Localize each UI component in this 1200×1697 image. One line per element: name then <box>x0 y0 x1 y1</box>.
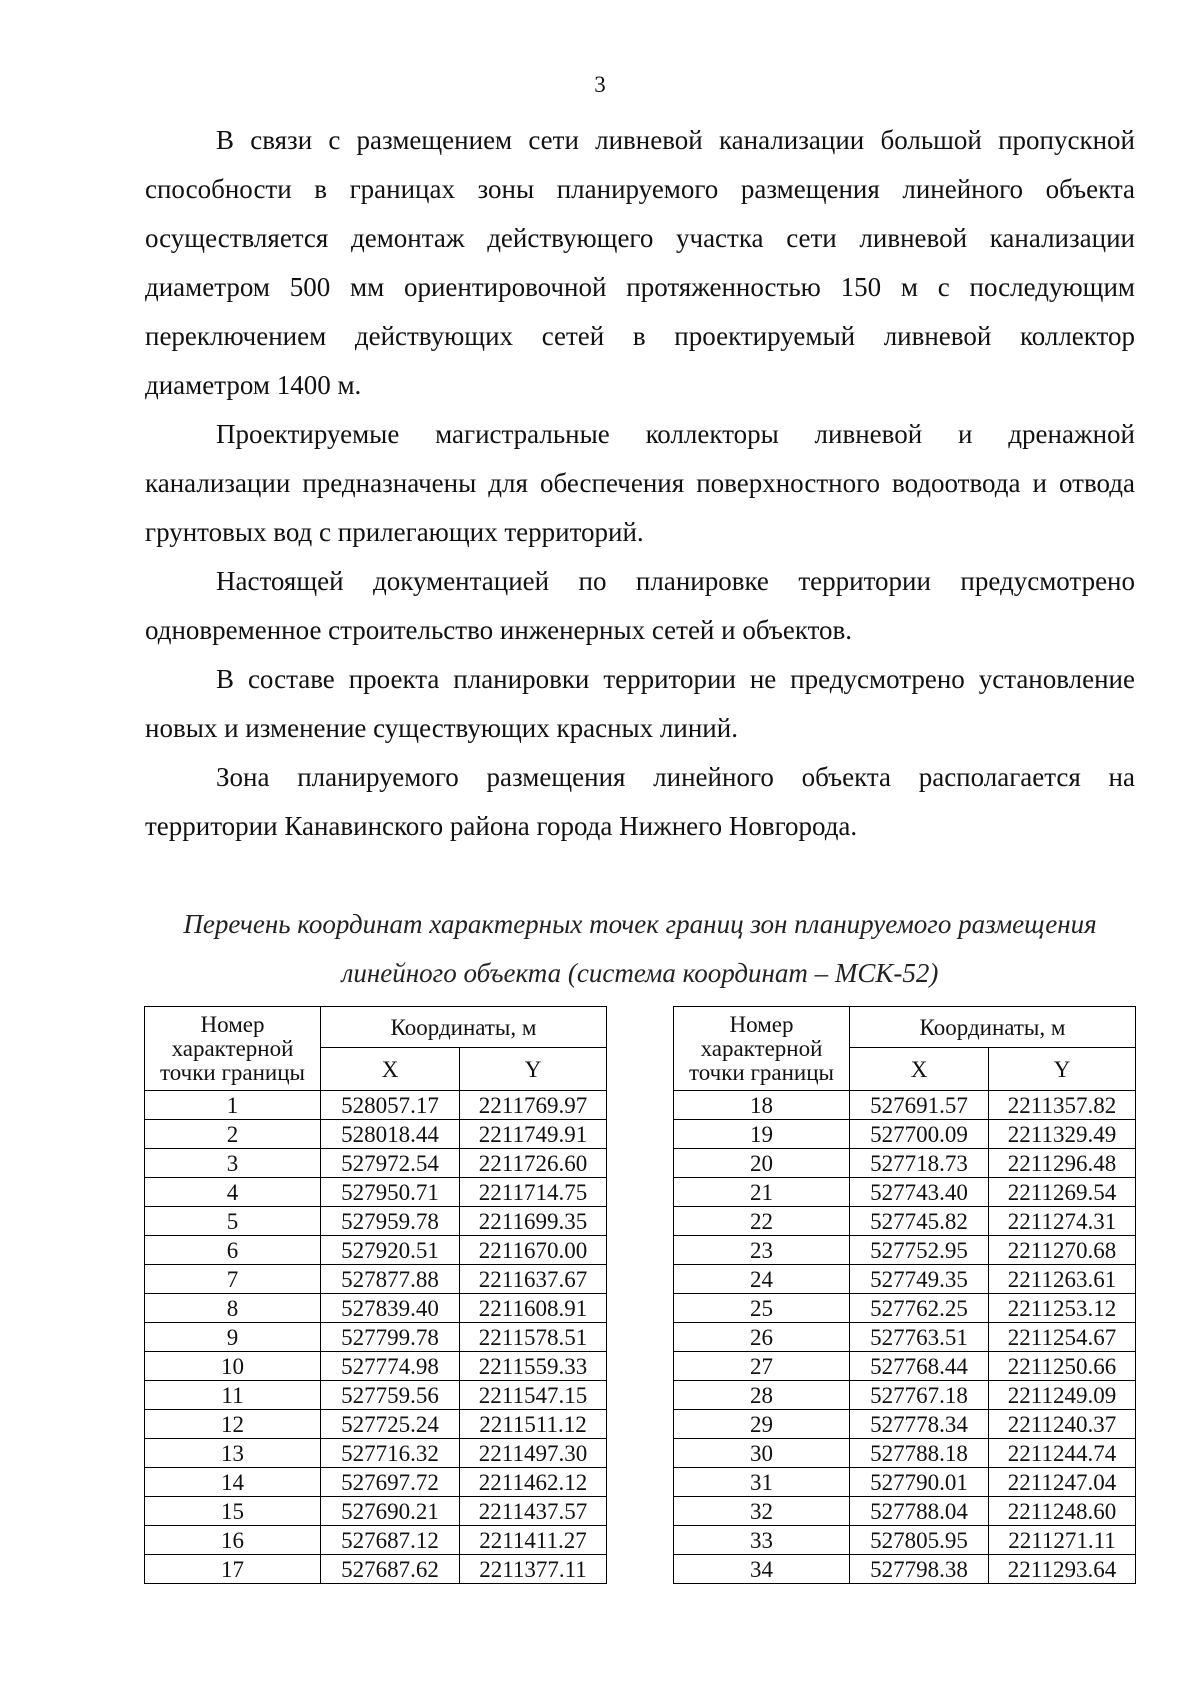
y-coordinate-cell: 2211253.12 <box>989 1294 1136 1323</box>
x-coordinate-cell: 527768.44 <box>850 1352 989 1381</box>
y-coordinate-cell: 2211699.35 <box>460 1207 607 1236</box>
table-row <box>145 1236 607 1265</box>
y-coordinate-cell: 2211547.15 <box>460 1381 607 1410</box>
body-text <box>145 116 1135 851</box>
y-coordinate-cell: 2211769.97 <box>460 1091 607 1120</box>
x-coordinate-cell: 528018.44 <box>321 1120 460 1149</box>
x-coordinate-cell: 527752.95 <box>850 1236 989 1265</box>
x-coordinate-cell: 527805.95 <box>850 1526 989 1555</box>
x-coordinate-cell: 527749.35 <box>850 1265 989 1294</box>
point-number-cell: 32 <box>674 1497 850 1526</box>
y-coordinate-cell: 2211271.11 <box>989 1526 1136 1555</box>
point-number-cell: 20 <box>674 1149 850 1178</box>
table-row <box>674 1555 1136 1584</box>
table-row <box>145 1294 607 1323</box>
x-coordinate-cell: 527950.71 <box>321 1178 460 1207</box>
point-number-cell: 15 <box>145 1497 321 1526</box>
point-number-cell: 8 <box>145 1294 321 1323</box>
y-coordinate-cell: 2211714.75 <box>460 1178 607 1207</box>
y-coordinate-cell: 2211244.74 <box>989 1439 1136 1468</box>
x-coordinate-cell: 527691.57 <box>850 1091 989 1120</box>
table-row <box>674 1468 1136 1497</box>
y-coordinate-cell: 2211411.27 <box>460 1526 607 1555</box>
x-coordinate-cell: 527790.01 <box>850 1468 989 1497</box>
paragraph: В связи с размещением сети ливневой канализации большой пропускной способности в границах зоны планируемого размещения линейного объекта осуществляется демонтаж действующего участка сети ливневой канализации диаметром 500 мм ориентировочной протяженностью 150 м с последующим переключением действующих сетей в проектируемый ливневой коллектор диаметром 1400 м. <box>145 125 1135 400</box>
point-number-cell: 5 <box>145 1207 321 1236</box>
point-number-cell: 33 <box>674 1526 850 1555</box>
table-row <box>674 1381 1136 1410</box>
point-number-cell: 25 <box>674 1294 850 1323</box>
point-number-cell: 2 <box>145 1120 321 1149</box>
x-coordinate-cell: 527877.88 <box>321 1265 460 1294</box>
table-row <box>674 1207 1136 1236</box>
table-row <box>674 1265 1136 1294</box>
point-number-cell: 6 <box>145 1236 321 1265</box>
paragraph: Настоящей документацией по планировке территории предусмотрено одновременное строительство инженерных сетей и объектов. <box>145 566 1135 645</box>
x-coordinate-cell: 527718.73 <box>850 1149 989 1178</box>
table-row <box>674 1120 1136 1149</box>
coordinates-header: Координаты, м <box>850 1007 1136 1048</box>
y-header: Y <box>989 1048 1136 1091</box>
caption-line: Перечень координат характерных точек границ зон планируемого размещения <box>183 909 1097 939</box>
x-coordinate-cell: 527745.82 <box>850 1207 989 1236</box>
page-number: 3 <box>594 72 606 97</box>
y-coordinate-cell: 2211248.60 <box>989 1497 1136 1526</box>
y-coordinate-cell: 2211263.61 <box>989 1265 1136 1294</box>
table-row <box>145 1207 607 1236</box>
y-coordinate-cell: 2211670.00 <box>460 1236 607 1265</box>
point-number-cell: 34 <box>674 1555 850 1584</box>
y-coordinate-cell: 2211559.33 <box>460 1352 607 1381</box>
table-row <box>674 1526 1136 1555</box>
table-row <box>145 1091 607 1120</box>
y-coordinate-cell: 2211270.68 <box>989 1236 1136 1265</box>
point-number-cell: 7 <box>145 1265 321 1294</box>
y-coordinate-cell: 2211249.09 <box>989 1381 1136 1410</box>
table-body <box>145 1091 607 1584</box>
x-coordinate-cell: 527725.24 <box>321 1410 460 1439</box>
table-row <box>145 1381 607 1410</box>
x-coordinate-cell: 527697.72 <box>321 1468 460 1497</box>
point-number-cell: 26 <box>674 1323 850 1352</box>
x-coordinate-cell: 527972.54 <box>321 1149 460 1178</box>
point-number-cell: 11 <box>145 1381 321 1410</box>
x-coordinate-cell: 527774.98 <box>321 1352 460 1381</box>
point-number-cell: 10 <box>145 1352 321 1381</box>
table-row <box>674 1497 1136 1526</box>
table-row <box>145 1149 607 1178</box>
point-number-cell: 18 <box>674 1091 850 1120</box>
coordinates-table-left <box>144 1006 607 1584</box>
y-coordinate-cell: 2211240.37 <box>989 1410 1136 1439</box>
y-coordinate-cell: 2211437.57 <box>460 1497 607 1526</box>
table-body <box>674 1091 1136 1584</box>
y-coordinate-cell: 2211254.67 <box>989 1323 1136 1352</box>
table-row <box>674 1236 1136 1265</box>
x-header: X <box>850 1048 989 1091</box>
table-row <box>145 1323 607 1352</box>
y-coordinate-cell: 2211578.51 <box>460 1323 607 1352</box>
paragraph: Зона планируемого размещения линейного объекта располагается на территории Канавинского района города Нижнего Новгорода. <box>145 762 1135 841</box>
point-number-cell: 21 <box>674 1178 850 1207</box>
x-coordinate-cell: 527687.12 <box>321 1526 460 1555</box>
x-coordinate-cell: 527743.40 <box>850 1178 989 1207</box>
y-coordinate-cell: 2211637.67 <box>460 1265 607 1294</box>
x-coordinate-cell: 527798.38 <box>850 1555 989 1584</box>
y-coordinate-cell: 2211608.91 <box>460 1294 607 1323</box>
x-coordinate-cell: 527788.18 <box>850 1439 989 1468</box>
x-coordinate-cell: 527716.32 <box>321 1439 460 1468</box>
table-row <box>674 1439 1136 1468</box>
y-coordinate-cell: 2211247.04 <box>989 1468 1136 1497</box>
point-number-cell: 12 <box>145 1410 321 1439</box>
x-coordinate-cell: 527762.25 <box>850 1294 989 1323</box>
table-row <box>674 1410 1136 1439</box>
point-number-cell: 9 <box>145 1323 321 1352</box>
y-coordinate-cell: 2211250.66 <box>989 1352 1136 1381</box>
table-row <box>145 1439 607 1468</box>
table-row <box>674 1091 1136 1120</box>
point-number-cell: 30 <box>674 1439 850 1468</box>
point-number-cell: 17 <box>145 1555 321 1584</box>
paragraph: В составе проекта планировки территории не предусмотрено установление новых и изменение существующих красных линий. <box>145 664 1135 743</box>
y-coordinate-cell: 2211749.91 <box>460 1120 607 1149</box>
y-coordinate-cell: 2211357.82 <box>989 1091 1136 1120</box>
y-coordinate-cell: 2211274.31 <box>989 1207 1136 1236</box>
point-number-cell: 27 <box>674 1352 850 1381</box>
point-number-cell: 13 <box>145 1439 321 1468</box>
point-number-cell: 14 <box>145 1468 321 1497</box>
x-coordinate-cell: 527767.18 <box>850 1381 989 1410</box>
x-coordinate-cell: 527778.34 <box>850 1410 989 1439</box>
table-row <box>674 1294 1136 1323</box>
table-row <box>674 1323 1136 1352</box>
table-row <box>145 1468 607 1497</box>
x-coordinate-cell: 527920.51 <box>321 1236 460 1265</box>
point-number-cell: 19 <box>674 1120 850 1149</box>
x-coordinate-cell: 527763.51 <box>850 1323 989 1352</box>
x-coordinate-cell: 527690.21 <box>321 1497 460 1526</box>
point-number-cell: 29 <box>674 1410 850 1439</box>
x-header: X <box>321 1048 460 1091</box>
table-row <box>674 1149 1136 1178</box>
point-number-header: Номер характерной точки границы <box>145 1007 321 1091</box>
point-number-cell: 23 <box>674 1236 850 1265</box>
x-coordinate-cell: 527959.78 <box>321 1207 460 1236</box>
caption-line: линейного объекта (система координат – МСК-52) <box>341 958 939 988</box>
table-row <box>145 1178 607 1207</box>
x-coordinate-cell: 527799.78 <box>321 1323 460 1352</box>
table-row <box>145 1555 607 1584</box>
x-coordinate-cell: 527687.62 <box>321 1555 460 1584</box>
y-coordinate-cell: 2211511.12 <box>460 1410 607 1439</box>
x-coordinate-cell: 527700.09 <box>850 1120 989 1149</box>
y-coordinate-cell: 2211296.48 <box>989 1149 1136 1178</box>
y-coordinate-cell: 2211726.60 <box>460 1149 607 1178</box>
table-row <box>145 1526 607 1555</box>
table-row <box>674 1178 1136 1207</box>
x-coordinate-cell: 527759.56 <box>321 1381 460 1410</box>
y-coordinate-cell: 2211462.12 <box>460 1468 607 1497</box>
table-row <box>145 1265 607 1294</box>
y-coordinate-cell: 2211329.49 <box>989 1120 1136 1149</box>
table-row <box>145 1497 607 1526</box>
point-number-cell: 1 <box>145 1091 321 1120</box>
coordinates-table-right <box>673 1006 1136 1584</box>
point-number-cell: 3 <box>145 1149 321 1178</box>
point-number-cell: 28 <box>674 1381 850 1410</box>
point-number-cell: 31 <box>674 1468 850 1497</box>
table-row <box>674 1352 1136 1381</box>
paragraph: Проектируемые магистральные коллекторы ливневой и дренажной канализации предназначены для обеспечения поверхностного водоотвода и отвода грунтовых вод с прилегающих территорий. <box>145 419 1135 547</box>
point-number-cell: 4 <box>145 1178 321 1207</box>
point-number-cell: 22 <box>674 1207 850 1236</box>
y-coordinate-cell: 2211377.11 <box>460 1555 607 1584</box>
point-number-header: Номер характерной точки границы <box>674 1007 850 1091</box>
y-coordinate-cell: 2211269.54 <box>989 1178 1136 1207</box>
x-coordinate-cell: 528057.17 <box>321 1091 460 1120</box>
y-header: Y <box>460 1048 607 1091</box>
coordinates-header: Координаты, м <box>321 1007 607 1048</box>
y-coordinate-cell: 2211293.64 <box>989 1555 1136 1584</box>
table-row <box>145 1410 607 1439</box>
point-number-cell: 16 <box>145 1526 321 1555</box>
table-caption <box>145 900 1135 998</box>
x-coordinate-cell: 527839.40 <box>321 1294 460 1323</box>
table-row <box>145 1352 607 1381</box>
table-row <box>145 1120 607 1149</box>
y-coordinate-cell: 2211497.30 <box>460 1439 607 1468</box>
x-coordinate-cell: 527788.04 <box>850 1497 989 1526</box>
point-number-cell: 24 <box>674 1265 850 1294</box>
